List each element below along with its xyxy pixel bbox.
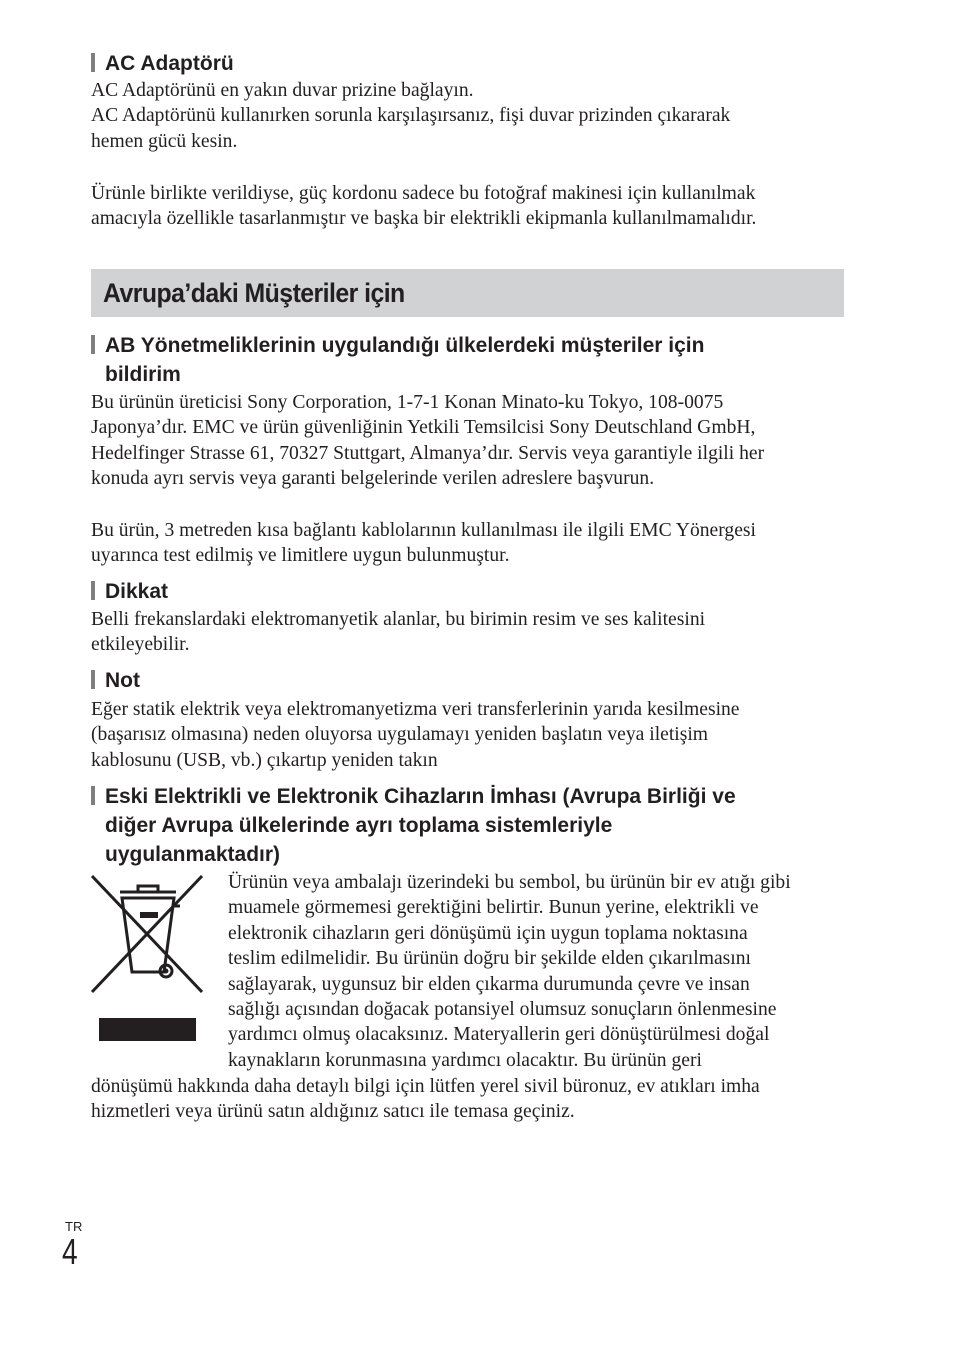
text-line: AC Adaptörünü kullanırken sorunla karşılaşırsanız, fişi duvar prizinden çıkararak <box>91 105 731 127</box>
dikkat-heading: Dikkat <box>91 577 168 606</box>
power-cord-note <box>91 181 851 232</box>
text-line: kaynakların korunmasına yardımcı olacaktır. Bu ürünün geri <box>228 1049 702 1071</box>
section-title: Avrupa’daki Müşteriler için <box>103 278 405 308</box>
text-line: Ürünün veya ambalajı üzerindeki bu sembol, bu ürünün bir ev atığı gibi <box>228 872 791 893</box>
text-line: elektronik cihazların geri dönüşümü için uygun toplama noktasına <box>228 922 748 944</box>
heading-marker <box>91 581 95 600</box>
not-heading: Not <box>91 666 140 695</box>
crossed-out-wheelie-bin-icon <box>88 872 206 1048</box>
weee-body <box>228 870 853 1073</box>
text-line: etkileyebilir. <box>91 634 190 656</box>
text-line: konuda ayrı servis veya garanti belgelerinde verilen adreslere başvurun. <box>91 468 655 490</box>
heading-marker <box>91 670 95 689</box>
text-line: yardımcı olmuş olacaksınız. Materyallerin geri dönüştürülmesi doğal <box>228 1024 770 1046</box>
not-body <box>91 697 851 773</box>
text-line: Japonya’dır. EMC ve ürün güvenliğinin Yetkili Temsilcisi Sony Deutschland GmbH, <box>91 417 756 439</box>
text-line: teslim edilmelidir. Bu ürünün doğru bir şekilde elden çıkarılmasını <box>228 948 751 970</box>
dikkat-body <box>91 607 851 658</box>
weee-heading: Eski Elektrikli ve Elektronik Cihazların İmhası (Avrupa Birliği ve diğer Avrupa ülkelerinde ayrı toplama sistemleriyle uygulanmaktadır) <box>91 782 865 869</box>
text-line: muamele görmemesi gerektiğini belirtir. Bunun yerine, elektrikli ve <box>228 897 759 919</box>
text-line: Belli frekanslardaki elektromanyetik alanlar, bu birimin resim ve ses kalitesini <box>91 609 706 630</box>
heading-marker <box>91 335 95 354</box>
text-line: AC Adaptörünü en yakın duvar prizine bağlayın. <box>91 80 474 101</box>
text-line: Bu ürün, 3 metreden kısa bağlantı kablolarının kullanılması ile ilgili EMC Yönergesi <box>91 520 756 541</box>
page-number: 4 <box>62 1231 78 1272</box>
ac-adapter-heading: AC Adaptörü <box>91 49 234 78</box>
text-line: (başarısız olmasına) neden oluyorsa uygulamayı yeniden başlatın veya iletişim <box>91 724 709 746</box>
text-line: Eğer statik elektrik veya elektromanyetizma veri transferlerinin yarıda kesilmesine <box>91 699 740 720</box>
weee-body-continued <box>91 1074 851 1125</box>
text-line: sağlayarak, uygunsuz bir elden çıkarma durumunda çevre ve insan <box>228 973 750 995</box>
section-title-band <box>91 269 844 317</box>
text-line: Bu ürünün üreticisi Sony Corporation, 1-7-1 Konan Minato-ku Tokyo, 108-0075 <box>91 392 724 413</box>
text-line: hizmetleri veya ürünü satın aldığınız satıcı ile temasa geçiniz. <box>91 1101 575 1123</box>
heading-marker <box>91 786 95 805</box>
eu-notice-heading: AB Yönetmeliklerinin uygulandığı ülkelerdeki müşteriler için bildirim <box>91 331 865 389</box>
language-code: TR <box>65 1219 83 1234</box>
text-line: Ürünle birlikte verildiyse, güç kordonu sadece bu fotoğraf makinesi için kullanılmak <box>91 183 756 204</box>
ac-adapter-body <box>91 78 851 154</box>
text-line: kablosunu (USB, vb.) çıkartıp yeniden takın <box>91 749 438 771</box>
text-line: uyarınca test edilmiş ve limitlere uygun bulunmuştur. <box>91 545 510 567</box>
text-line: amacıyla özellikle tasarlanmıştır ve başka bir elektrikli ekipmanla kullanılmamalıdır. <box>91 208 757 230</box>
text-line: dönüşümü hakkında daha detaylı bilgi için lütfen yerel sivil büronuz, ev atıkları imha <box>91 1076 760 1097</box>
text-line: hemen gücü kesin. <box>91 130 238 152</box>
text-line: Hedelfinger Strasse 61, 70327 Stuttgart, Almanya’dır. Servis veya garantiyle ilgili her <box>91 442 765 464</box>
heading-marker <box>91 53 95 72</box>
eu-notice-body <box>91 390 851 492</box>
text-line: sağlığı açısından doğacak potansiyel olumsuz sonuçların önlenmesine <box>228 999 777 1021</box>
emc-note <box>91 518 851 569</box>
